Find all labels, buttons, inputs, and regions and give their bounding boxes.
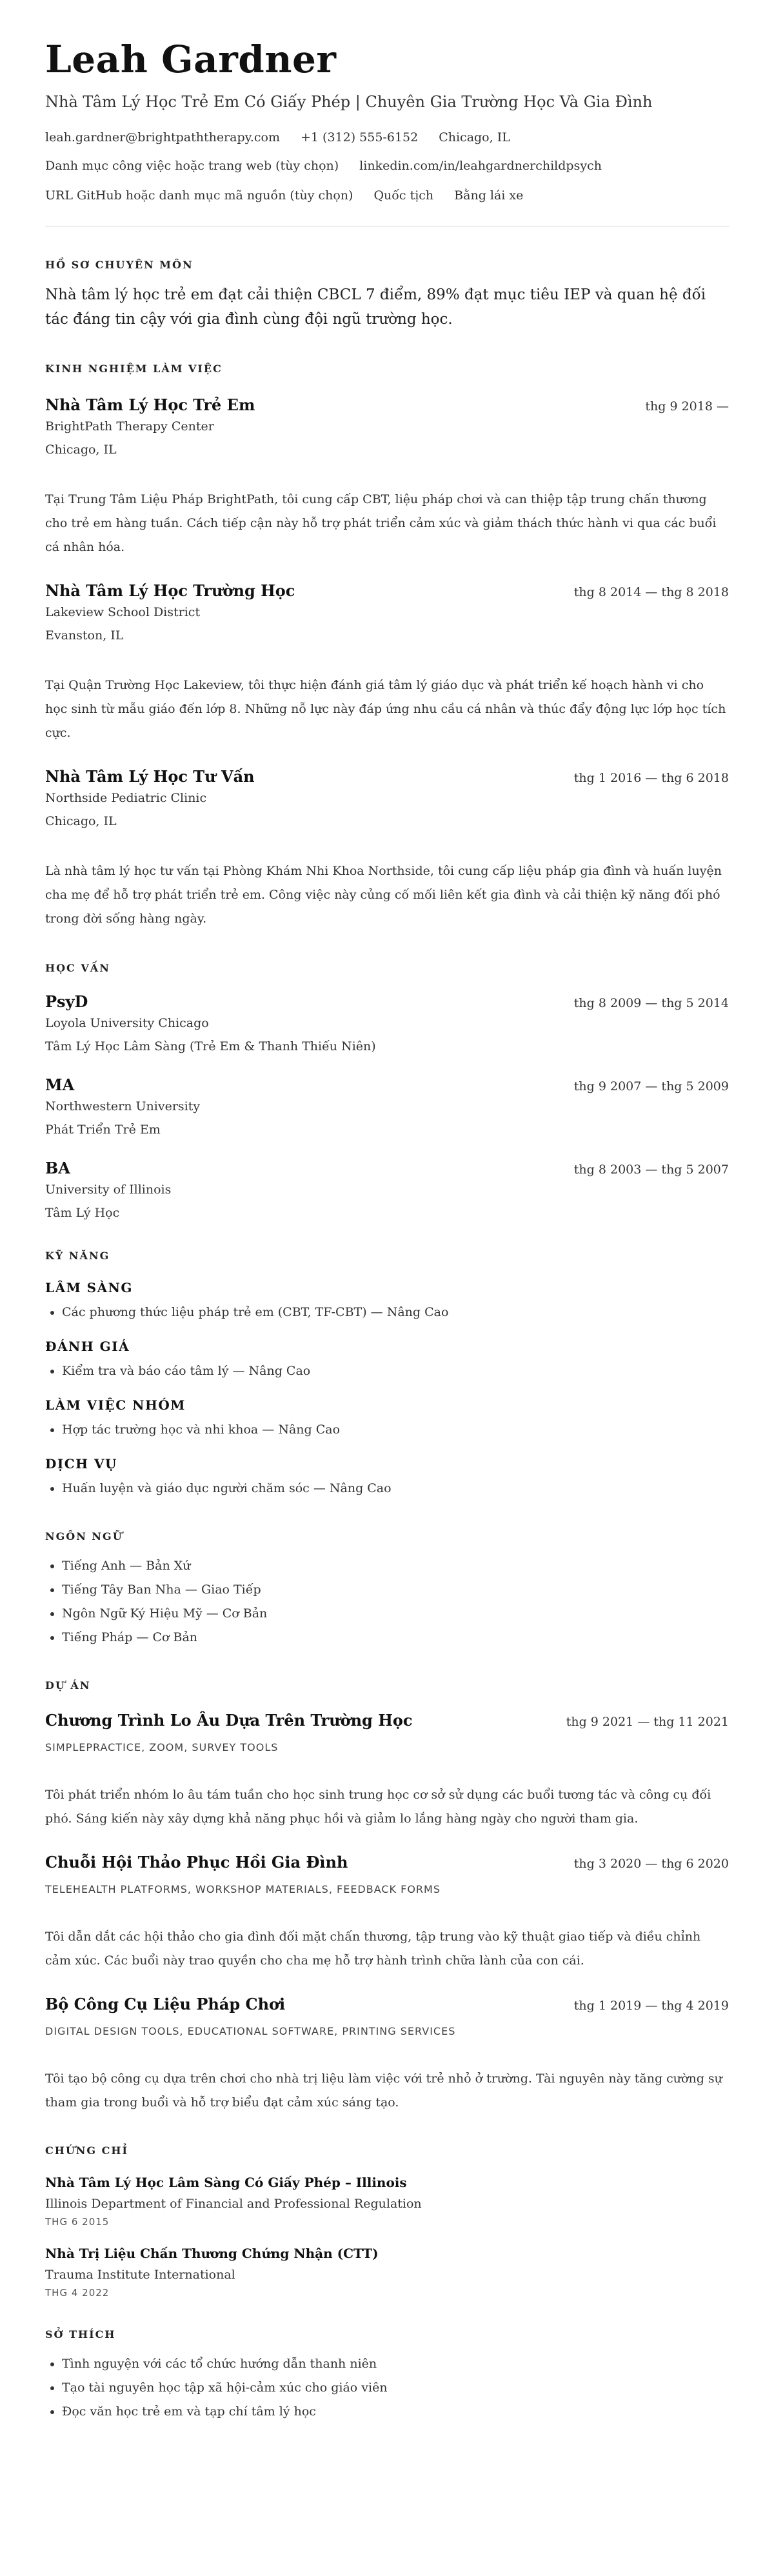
interests-section-title: SỞ THÍCH	[45, 2328, 116, 2341]
skill-category: ĐÁNH GIÁ	[45, 1339, 130, 1354]
experience-section-title: KINH NGHIỆM LÀM VIỆC	[45, 363, 223, 375]
interest-item: • Tạo tài nguyên học tập xã hội-cảm xúc cho giáo viên	[62, 2376, 729, 2400]
resume-header	[45, 36, 729, 203]
skill-item: • Hợp tác trường học và nhi khoa — Nâng Cao	[62, 1418, 729, 1442]
skills-section-title: KỸ NĂNG	[45, 1250, 110, 1262]
languages-section	[45, 1530, 729, 1650]
experience-organization: Lakeview School District	[45, 605, 201, 619]
experience-description: Tại Quận Trường Học Lakeview, tôi thực hiện đánh giá tâm lý giáo dục và phát triển kế hoạch hành vi cho học sinh từ mẫu giáo đến lớp 8. Những nỗ lực này đáp ứng nhu cầu cá nhân và thúc đẩy động lực lớp học tích cực.	[45, 678, 726, 740]
contact-phone[interactable]: +1 (312) 555-6152	[300, 130, 419, 145]
skill-group	[45, 1280, 729, 1324]
education-field: Phát Triển Trẻ Em	[45, 1123, 161, 1137]
interest-item: • Đọc văn học trẻ em và tạp chí tâm lý học	[62, 2400, 729, 2424]
education-entry	[45, 1075, 729, 1137]
certification-entry	[45, 2246, 729, 2299]
skill-list	[45, 1418, 729, 1442]
education-degree: BA	[45, 1159, 70, 1177]
experience-role: Nhà Tâm Lý Học Tư Vấn	[45, 767, 255, 786]
contact-github[interactable]: URL GitHub hoặc danh mục mã nguồn (tùy chọn)	[45, 188, 353, 203]
language-item: • Tiếng Tây Ban Nha — Giao Tiếp	[62, 1578, 729, 1602]
education-degree: PsyD	[45, 992, 88, 1011]
project-tech: TELEHEALTH PLATFORMS, WORKSHOP MATERIALS, FEEDBACK FORMS	[45, 1883, 441, 1895]
certification-name: Nhà Trị Liệu Chấn Thương Chứng Nhận (CTT)	[45, 2246, 379, 2261]
project-name: Chuỗi Hội Thảo Phục Hồi Gia Đình	[45, 1853, 348, 1872]
skill-item: • Các phương thức liệu pháp trẻ em (CBT, TF-CBT) — Nâng Cao	[62, 1301, 729, 1324]
experience-location: Evanston, IL	[45, 628, 124, 643]
experience-organization: Northside Pediatric Clinic	[45, 791, 207, 805]
experience-role: Nhà Tâm Lý Học Trường Học	[45, 581, 295, 600]
candidate-name: Leah Gardner	[45, 37, 337, 81]
experience-date: thg 1 2016 — thg 6 2018	[573, 771, 729, 785]
experience-date: thg 8 2014 — thg 8 2018	[573, 585, 729, 599]
certification-issuer: Illinois Department of Financial and Professional Regulation	[45, 2197, 422, 2211]
project-tech: SIMPLEPRACTICE, ZOOM, SURVEY TOOLS	[45, 1741, 279, 1753]
project-entry	[45, 1711, 729, 1831]
education-degree: MA	[45, 1075, 75, 1094]
language-list	[45, 1554, 729, 1650]
language-item: • Tiếng Anh — Bản Xứ	[62, 1554, 729, 1578]
experience-location: Chicago, IL	[45, 814, 117, 828]
certification-date: THG 6 2015	[45, 2216, 110, 2228]
certification-entry	[45, 2175, 729, 2228]
project-date: thg 1 2019 — thg 4 2019	[573, 1999, 729, 2013]
education-section-title: HỌC VẤN	[45, 962, 110, 974]
certifications-section-title: CHỨNG CHỈ	[45, 2144, 128, 2157]
projects-section	[45, 1679, 729, 2115]
contact-nationality: Quốc tịch	[373, 188, 434, 203]
project-name: Chương Trình Lo Âu Dựa Trên Trường Học	[45, 1711, 413, 1730]
certification-issuer: Trauma Institute International	[45, 2268, 235, 2282]
contact-location: Chicago, IL	[439, 130, 510, 145]
interests-section	[45, 2328, 729, 2424]
skill-group	[45, 1456, 729, 1501]
contact-email[interactable]: leah.gardner@brightpaththerapy.com	[45, 130, 280, 145]
skill-category: DỊCH VỤ	[45, 1456, 117, 1472]
education-school: University of Illinois	[45, 1183, 172, 1197]
education-school: Loyola University Chicago	[45, 1016, 209, 1030]
certification-date: THG 4 2022	[45, 2287, 110, 2299]
project-date: thg 9 2021 — thg 11 2021	[566, 1715, 729, 1729]
contact-row-extra	[45, 188, 729, 203]
education-school: Northwestern University	[45, 1099, 201, 1113]
experience-entry	[45, 395, 729, 559]
skill-category: LÂM SÀNG	[45, 1280, 134, 1295]
contact-row-links	[45, 159, 729, 173]
contact-row-primary	[45, 130, 729, 145]
languages-section-title: NGÔN NGỮ	[45, 1530, 123, 1543]
experience-description: Là nhà tâm lý học tư vấn tại Phòng Khám Nhi Khoa Northside, tôi cung cấp liệu pháp gia đình và huấn luyện cha mẹ để hỗ trợ phát triển trẻ em. Công việc này củng cố mối liên kết gia đình và cải thiện kỹ năng đối phó trong đời sống hàng ngày.	[45, 864, 722, 926]
project-name: Bộ Công Cụ Liệu Pháp Chơi	[45, 1995, 286, 2013]
education-entry	[45, 1159, 729, 1220]
skill-category: LÀM VIỆC NHÓM	[45, 1397, 186, 1413]
education-entry	[45, 992, 729, 1053]
skill-item: • Kiểm tra và báo cáo tâm lý — Nâng Cao	[62, 1359, 729, 1383]
language-item: • Tiếng Pháp — Cơ Bản	[62, 1626, 729, 1650]
contact-driving-license: Bằng lái xe	[454, 188, 524, 203]
interest-item: • Tình nguyện với các tổ chức hướng dẫn thanh niên	[62, 2352, 729, 2376]
profile-summary: Nhà tâm lý học trẻ em đạt cải thiện CBCL 7 điểm, 89% đạt mục tiêu IEP và quan hệ đối tác đáng tin cậy với gia đình cùng đội ngũ trường học.	[45, 286, 706, 328]
project-tech: DIGITAL DESIGN TOOLS, EDUCATIONAL SOFTWARE, PRINTING SERVICES	[45, 2025, 456, 2037]
profile-section	[45, 259, 729, 332]
education-date: thg 9 2007 — thg 5 2009	[573, 1079, 729, 1093]
skill-list	[45, 1359, 729, 1383]
project-entry	[45, 1853, 729, 1973]
project-description: Tôi phát triển nhóm lo âu tám tuần cho học sinh trung học cơ sở sử dụng các buổi tương tác và công cụ đối phó. Sáng kiến này xây dựng khả năng phục hồi và giảm lo lắng hàng ngày cho người tham gia.	[45, 1788, 711, 1826]
education-date: thg 8 2003 — thg 5 2007	[573, 1163, 729, 1177]
education-field: Tâm Lý Học	[45, 1206, 120, 1220]
experience-location: Chicago, IL	[45, 443, 117, 457]
experience-section	[45, 363, 729, 931]
education-field: Tâm Lý Học Lâm Sàng (Trẻ Em & Thanh Thiếu Niên)	[45, 1039, 376, 1053]
language-item: • Ngôn Ngữ Ký Hiệu Mỹ — Cơ Bản	[62, 1602, 729, 1626]
project-date: thg 3 2020 — thg 6 2020	[573, 1857, 729, 1871]
experience-entry	[45, 581, 729, 745]
education-date: thg 8 2009 — thg 5 2014	[573, 996, 729, 1010]
experience-organization: BrightPath Therapy Center	[45, 419, 214, 434]
experience-entry	[45, 767, 729, 931]
skill-group	[45, 1397, 729, 1442]
candidate-subtitle: Nhà Tâm Lý Học Trẻ Em Có Giấy Phép | Chuyên Gia Trường Học Và Gia Đình	[45, 93, 653, 111]
skill-group	[45, 1339, 729, 1383]
projects-section-title: DỰ ÁN	[45, 1679, 91, 1692]
experience-date: thg 9 2018 —	[645, 399, 729, 414]
project-description: Tôi dẫn dắt các hội thảo cho gia đình đối mặt chấn thương, tập trung vào kỹ thuật giao tiếp và điều chỉnh cảm xúc. Các buổi này trao quyền cho cha mẹ hỗ trợ hành trình chữa lành của con cái.	[45, 1930, 701, 1968]
experience-role: Nhà Tâm Lý Học Trẻ Em	[45, 395, 255, 414]
contact-portfolio[interactable]: Danh mục công việc hoặc trang web (tùy chọn)	[45, 159, 339, 173]
skill-list	[45, 1477, 729, 1501]
certifications-section	[45, 2144, 729, 2299]
skill-list	[45, 1301, 729, 1324]
skill-item: • Huấn luyện và giáo dục người chăm sóc — Nâng Cao	[62, 1477, 729, 1501]
profile-section-title: HỒ SƠ CHUYÊN MÔN	[45, 259, 194, 271]
project-entry	[45, 1995, 729, 2115]
certification-name: Nhà Tâm Lý Học Lâm Sàng Có Giấy Phép – Illinois	[45, 2175, 407, 2190]
education-section	[45, 962, 729, 1220]
skills-section	[45, 1250, 729, 1501]
interest-list	[45, 2352, 729, 2424]
experience-description: Tại Trung Tâm Liệu Pháp BrightPath, tôi cung cấp CBT, liệu pháp chơi và can thiệp tập trung chấn thương cho trẻ em hàng tuần. Cách tiếp cận này hỗ trợ phát triển cảm xúc và giảm thách thức hành vi qua các buổi cá nhân hóa.	[45, 492, 717, 554]
contact-linkedin[interactable]: linkedin.com/in/leahgardnerchildpsych	[359, 159, 602, 173]
project-description: Tôi tạo bộ công cụ dựa trên chơi cho nhà trị liệu làm việc với trẻ nhỏ ở trường. Tài nguyên này tăng cường sự tham gia trong buổi và hỗ trợ biểu đạt cảm xúc sáng tạo.	[45, 2072, 722, 2110]
